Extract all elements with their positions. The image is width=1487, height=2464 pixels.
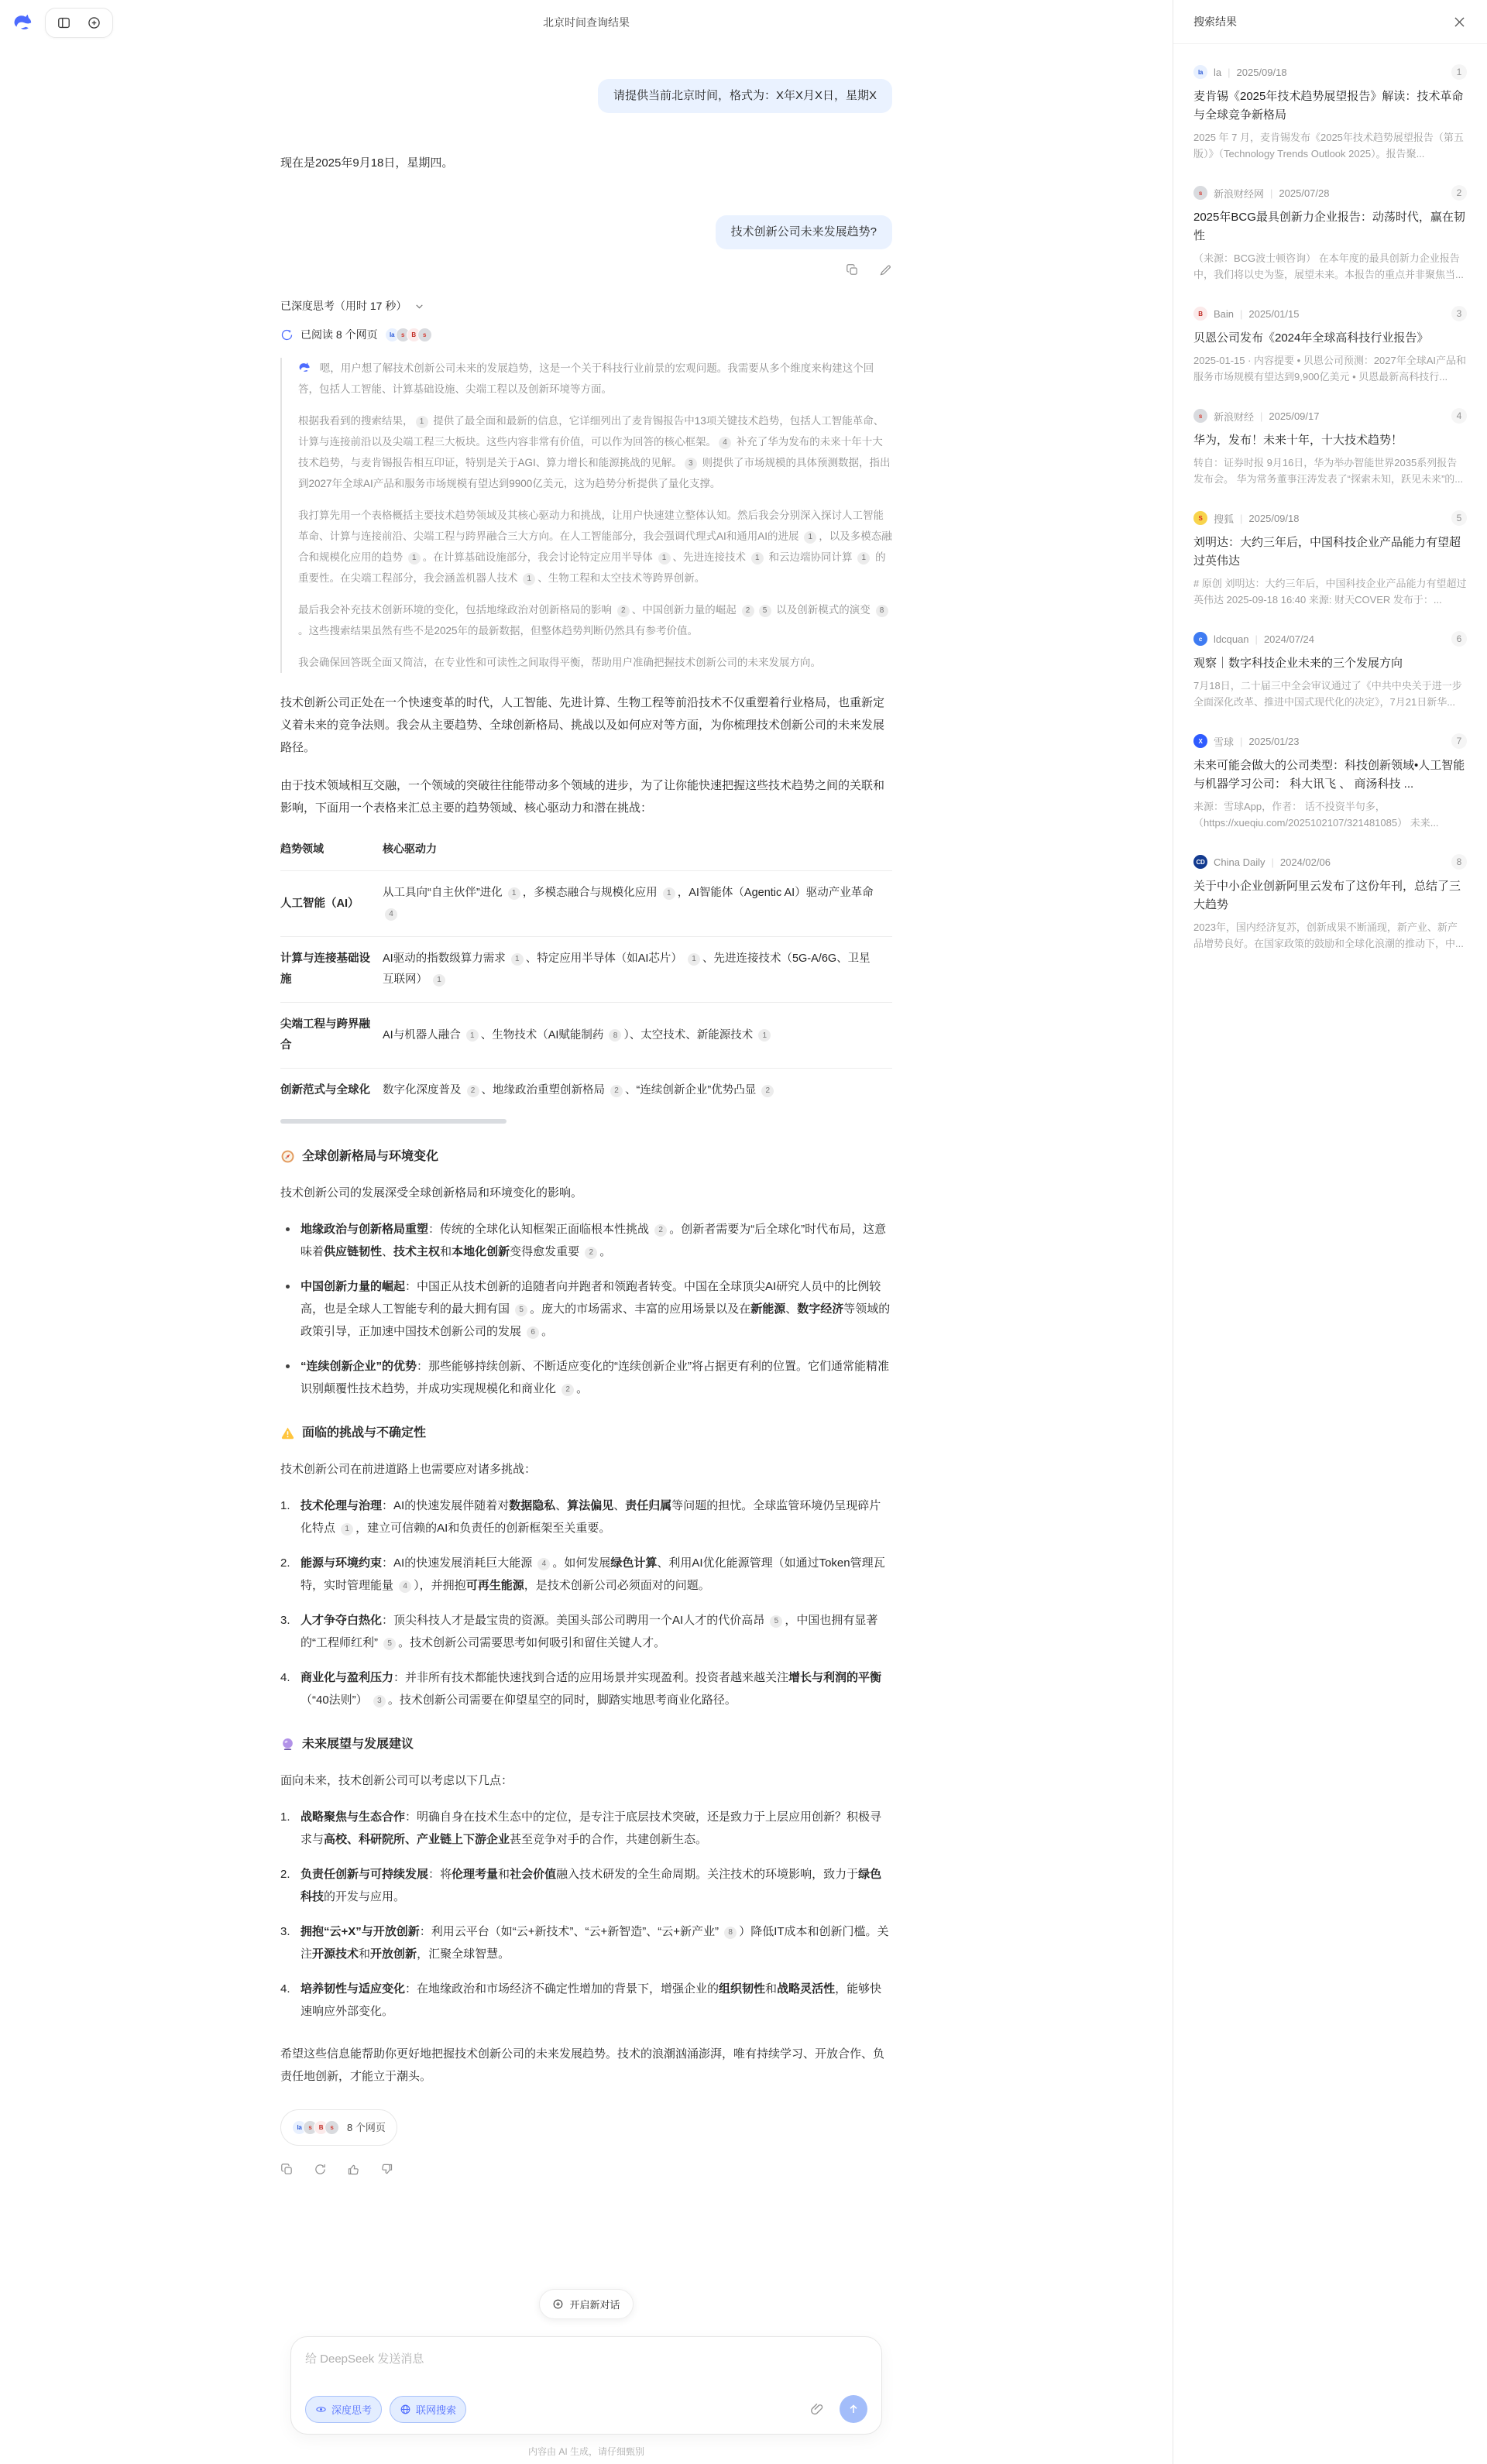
assistant-message: 现在是2025年9月18日，星期四。 bbox=[280, 156, 454, 170]
citation-badge[interactable]: 5 bbox=[759, 605, 771, 617]
result-source: la bbox=[1214, 66, 1222, 78]
header-toolbar bbox=[45, 8, 113, 38]
result-meta bbox=[1193, 306, 1467, 321]
citation-badge[interactable]: 8 bbox=[724, 1927, 737, 1939]
citation-badge[interactable]: 2 bbox=[585, 1247, 597, 1259]
list-item bbox=[280, 1552, 892, 1597]
result-source: 新浪财经网 bbox=[1214, 187, 1265, 200]
result-source: China Daily bbox=[1214, 856, 1265, 868]
result-snippet: 来源：雪球App，作者： 话不投资半句多，（https://xueqiu.com/2025102107/321481085） 未来... bbox=[1193, 801, 1439, 829]
table-header-domain: 趋势领域 bbox=[280, 842, 324, 855]
list-item bbox=[280, 1978, 892, 2023]
list-item-text: 培养韧性与适应变化：在地缘政治和市场经济不确定性增加的背景下，增强企业的组织韧性和战略灵活性，能够快速响应外部变化。 bbox=[300, 1982, 882, 2018]
deepthink-label: 已深度思考（用时 17 秒） bbox=[280, 300, 407, 312]
result-separator: | bbox=[1240, 307, 1243, 320]
result-favicon: la bbox=[1193, 65, 1207, 79]
thumbs-up-button[interactable] bbox=[347, 2163, 360, 2176]
message-input-card[interactable] bbox=[290, 2336, 882, 2435]
user-message-actions bbox=[280, 263, 892, 276]
citation-badge[interactable]: 4 bbox=[399, 1580, 411, 1593]
search-result-item[interactable] bbox=[1193, 408, 1467, 487]
answer-actions bbox=[280, 2163, 892, 2176]
sidebar-toggle-button[interactable] bbox=[57, 15, 71, 30]
result-index-badge: 6 bbox=[1451, 631, 1467, 647]
sidebar-title: 搜索结果 bbox=[1193, 15, 1237, 28]
read-pages-row[interactable] bbox=[280, 327, 892, 342]
search-result-item[interactable] bbox=[1193, 185, 1467, 283]
table-row bbox=[280, 1003, 892, 1069]
close-sidebar-button[interactable] bbox=[1452, 15, 1467, 29]
result-separator: | bbox=[1271, 856, 1274, 868]
section-header-outlook bbox=[280, 1733, 892, 1755]
thinking-paragraph: 最后我会补充技术创新环境的变化，包括地缘政治对创新格局的影响 2 、中国创新力量的崛起 2 5 以及创新模式的演变 8。这些搜索结果虽然有些不是2025年的最新数据，但整体趋势判断仍然具有参考价值。 bbox=[298, 599, 892, 641]
citation-badge[interactable]: 4 bbox=[537, 1558, 550, 1570]
list-item-text: 能源与环境约束：AI的快速发展消耗巨大能源 4 。如何发展绿色计算、利用AI优化能源管理（如通过Token管理瓦特，实时管理能量 4 ），并拥抱可再生能源，是技术创新公司必须面对的问题。 bbox=[300, 1556, 885, 1592]
list-item-text: 技术伦理与治理：AI的快速发展伴随着对数据隐私、算法偏见、责任归属等问题的担忧。全球监管环境仍呈现碎片化特点 1 ，建立可信赖的AI和负责任的创新框架至关重要。 bbox=[300, 1499, 881, 1535]
result-favicon: c bbox=[1193, 632, 1207, 646]
citation-badge[interactable]: 6 bbox=[527, 1326, 539, 1339]
result-snippet: 7月18日，二十届三中全会审议通过了《中共中央关于进一步全面深化改革、推进中国式现代化的决定》，7月21日新华... bbox=[1193, 680, 1462, 708]
result-separator: | bbox=[1270, 187, 1273, 199]
copy-icon bbox=[846, 263, 859, 276]
favicon: s bbox=[303, 2120, 318, 2135]
result-index-badge: 7 bbox=[1451, 733, 1467, 749]
citation-badge[interactable]: 3 bbox=[685, 458, 697, 470]
user-message bbox=[280, 79, 892, 113]
sidebar-header bbox=[1173, 0, 1487, 44]
result-snippet: 2025 年 7 月，麦肯锡发布《2025年技术趋势展望报告（第五版）》（Technology Trends Outlook 2025）。报告聚... bbox=[1193, 132, 1464, 160]
table-cell-driver: 数字化深度普及 2 、地缘政治重塑创新格局 2 、“连续创新企业”优势凸显 2 bbox=[383, 1069, 892, 1114]
start-new-chat-button[interactable] bbox=[539, 2289, 633, 2319]
search-result-item[interactable] bbox=[1193, 64, 1467, 162]
result-title[interactable]: 贝恩公司发布《2024年全球高科技行业报告》 bbox=[1193, 331, 1429, 345]
citation-badge[interactable]: 4 bbox=[385, 908, 397, 921]
result-source: 搜狐 bbox=[1214, 513, 1235, 525]
list-item bbox=[280, 1275, 892, 1343]
copy-message-button[interactable] bbox=[846, 263, 859, 276]
web-search-toggle-label: 联网搜索 bbox=[416, 2404, 457, 2416]
ai-disclaimer: 内容由 AI 生成，请仔细甄别 bbox=[527, 2446, 644, 2457]
thumbs-up-icon bbox=[347, 2163, 360, 2176]
ordered-list bbox=[280, 1495, 892, 1711]
table-cell-driver: AI与机器人融合 1 、生物技术（AI赋能制药 8 ）、太空技术、新能源技术 1 bbox=[383, 1003, 892, 1069]
search-result-item[interactable] bbox=[1193, 631, 1467, 710]
result-date: 2025/09/18 bbox=[1248, 512, 1300, 524]
table-scrollbar[interactable] bbox=[280, 1119, 892, 1124]
list-item bbox=[280, 1863, 892, 1908]
globe-icon bbox=[400, 2404, 411, 2415]
result-snippet: （来源：BCG波士顿咨询） 在本年度的最具创新力企业报告中，我们将以史为鉴，展望未来。本报告的重点并非聚焦当... bbox=[1193, 252, 1464, 280]
favicon: s bbox=[325, 2120, 339, 2135]
bullet-list bbox=[280, 1218, 892, 1400]
conversation-title: 北京时间查询结果 bbox=[543, 16, 630, 29]
table-cell-driver: AI驱动的指数级算力需求 1 、特定应用半导体（如AI芯片） 1 、先进连接技术（5G-A/6G、卫星互联网） 1 bbox=[383, 937, 892, 1003]
list-number: 2. bbox=[280, 1868, 290, 1881]
copy-icon bbox=[280, 2163, 294, 2176]
thinking-paragraph: 根据我看到的搜索结果， 1 提供了最全面和最新的信息，它详细列出了麦肯锡报告中13项关键技术趋势，包括人工智能革命、计算与连接前沿以及尖端工程三大板块。这些内容非常有价值，可以作为回答的核心框架。 4 补充了华为发布的未来十年十大技术趋势，与麦肯锡报告相互印证，特别是关于AGI、算力增长和能源挑战的见解。 3 则提供了市场规模的具体预测数据，指出到2027年全球AI产品和服务市场规模有望达到9900亿美元，这为趋势分析提供了量化支撑。 bbox=[298, 415, 891, 489]
result-title[interactable]: 关于中小企业创新阿里云发布了这份年刊，总结了三大趋势 bbox=[1193, 880, 1461, 911]
result-meta bbox=[1193, 631, 1467, 647]
section-lead: 技术创新公司在前进道路上也需要应对诸多挑战： bbox=[280, 1463, 537, 1476]
table-cell-driver: 从工具向“自主伙伴”进化 1 ，多模态融合与规模化应用 1 ，AI智能体（Agentic AI）驱动产业革命 4 bbox=[383, 871, 892, 937]
new-chat-icon bbox=[87, 15, 101, 30]
result-title[interactable]: 麦肯锡《2025年技术趋势展望报告》解读：技术革命与全球竞争新格局 bbox=[1193, 90, 1464, 122]
deepseek-whale-icon bbox=[298, 361, 311, 374]
crystal-ball-icon bbox=[280, 1737, 295, 1752]
result-meta bbox=[1193, 733, 1467, 749]
plus-circle-icon bbox=[552, 2298, 564, 2310]
section-header-challenges bbox=[280, 1422, 892, 1444]
citation-badge[interactable]: 2 bbox=[742, 605, 754, 617]
deepseek-logo-icon[interactable] bbox=[12, 12, 34, 33]
web-search-icon bbox=[280, 328, 294, 341]
citation-badge[interactable]: 1 bbox=[408, 552, 421, 565]
result-index-badge: 8 bbox=[1451, 854, 1467, 870]
result-separator: | bbox=[1240, 512, 1243, 524]
result-source: 新浪财经 bbox=[1214, 410, 1255, 423]
result-title[interactable]: 观察｜数字科技企业未来的三个发展方向 bbox=[1193, 657, 1403, 670]
thinking-paragraph: 我打算先用一个表格概括主要技术趋势领域及其核心驱动力和挑战，让用户快速建立整体认知。然后我会分别深入探讨人工智能革命、计算与连接前沿、尖端工程与跨界融合三大方向。在人工智能部分，我会强调代理式AI和通用AI的进展 1 ，以及多模态融合和规模化应用的趋势 1 。在计算基础设施部分，我会讨论特定应用半导体 1 、先进连接技术 1 和云边端协同计算 1 的重要性。在尖端工程部分，我会涵盖机器人技术 1 、生物工程和太空技术等跨界创新。 bbox=[298, 510, 892, 584]
table-header-driver: 核心驱动力 bbox=[383, 842, 437, 855]
result-title[interactable]: 2025年BCG最具创新力企业报告：动荡时代，赢在韧性 bbox=[1193, 211, 1465, 242]
web-search-toggle[interactable] bbox=[390, 2396, 466, 2423]
section-lead: 技术创新公司的发展深受全球创新格局和环境变化的影响。 bbox=[280, 1186, 583, 1199]
citation-badge[interactable]: 1 bbox=[663, 887, 675, 900]
result-meta bbox=[1193, 185, 1467, 201]
result-snippet: # 原创 刘明达：大约三年后，中国科技企业产品能力有望超过英伟达 2025-09-18 16:40 来源: 财天COVER 发布于：... bbox=[1193, 578, 1467, 606]
deepthink-toggle-label: 深度思考 bbox=[331, 2404, 373, 2416]
list-number: 2. bbox=[280, 1556, 290, 1570]
main-header bbox=[0, 0, 1173, 45]
table-row bbox=[280, 871, 892, 937]
result-date: 2025/01/23 bbox=[1248, 735, 1300, 747]
list-item-text: 地缘政治与创新格局重塑：传统的全球化认知框架正面临根本性挑战 2 。创新者需要为“后全球化”时代布局，这意味着供应链韧性、技术主权和本地化创新变得愈发重要 2 。 bbox=[300, 1223, 887, 1258]
result-index-badge: 3 bbox=[1451, 306, 1467, 321]
search-result-item[interactable] bbox=[1193, 510, 1467, 608]
attach-file-button[interactable] bbox=[809, 2402, 824, 2417]
citation-badge[interactable]: 1 bbox=[758, 1029, 771, 1042]
citation-badge[interactable]: 1 bbox=[857, 552, 870, 565]
citation-badge[interactable]: 1 bbox=[804, 531, 816, 544]
favicon: s bbox=[396, 328, 410, 342]
list-item bbox=[280, 1806, 892, 1851]
section-title: 未来展望与发展建议 bbox=[302, 1738, 414, 1751]
read-pages-label: 已阅读 8 个网页 bbox=[300, 328, 378, 341]
table-row bbox=[280, 937, 892, 1003]
result-title[interactable]: 华为，发布！未来十年，十大技术趋势！ bbox=[1193, 434, 1403, 447]
result-favicon: B bbox=[1193, 307, 1207, 321]
trend-table bbox=[280, 835, 892, 1113]
table-cell-domain: 人工智能（AI） bbox=[280, 871, 383, 937]
table-row bbox=[280, 1069, 892, 1114]
result-favicon: s bbox=[1193, 409, 1207, 423]
favicon: B bbox=[407, 328, 421, 342]
composer-area bbox=[280, 2289, 892, 2464]
list-item-text: 战略聚焦与生态合作：明确自身在技术生态中的定位，是专注于底层技术突破，还是致力于上层应用创新？积极寻求与高校、科研院所、产业链上下游企业甚至竞争对手的合作，共建创新生态。 bbox=[300, 1810, 882, 1846]
list-item-text: 中国创新力量的崛起：中国正从技术创新的追随者向并跑者和领跑者转变。中国在全球顶尖AI研究人员中的比例较高，也是全球人工智能专利的最大拥有国 5 。庞大的市场需求、丰富的应用场景以及在新能源、数字经济等领域的政策引导，正加速中国技术创新公司的发展 6 。 bbox=[300, 1280, 891, 1338]
table-cell-domain: 计算与连接基础设施 bbox=[280, 937, 383, 1003]
result-separator: | bbox=[1240, 735, 1243, 747]
warning-icon bbox=[280, 1426, 295, 1440]
citation-badge[interactable]: 5 bbox=[770, 1615, 782, 1628]
citation-badge[interactable]: 3 bbox=[373, 1695, 386, 1707]
favicon: la bbox=[292, 2120, 307, 2135]
result-date: 2025/09/18 bbox=[1236, 66, 1287, 78]
citation-badge[interactable]: 1 bbox=[658, 552, 671, 565]
result-source: ldcquan bbox=[1214, 633, 1249, 645]
result-separator: | bbox=[1255, 633, 1258, 645]
citation-badge[interactable]: 1 bbox=[751, 552, 764, 565]
user-message bbox=[280, 215, 892, 249]
regenerate-icon bbox=[314, 2163, 327, 2176]
result-title[interactable]: 未来可能会做大的公司类型：科技创新领域•人工智能与机器学习公司： 科大讯飞 、 商汤科技 ... bbox=[1193, 759, 1465, 791]
new-chat-button[interactable] bbox=[87, 15, 101, 30]
ordered-list bbox=[280, 1806, 892, 2023]
search-result-item[interactable] bbox=[1193, 306, 1467, 385]
result-source: Bain bbox=[1214, 307, 1235, 320]
result-title[interactable]: 刘明达：大约三年后，中国科技企业产品能力有望超过英伟达 bbox=[1193, 536, 1461, 568]
result-snippet: 2023年，国内经济复苏，创新成果不断涌现，新产业、新产品增势良好。在国家政策的鼓励和全球化浪潮的推动下，中... bbox=[1193, 921, 1464, 949]
compass-icon bbox=[280, 1149, 295, 1164]
result-favicon: X bbox=[1193, 734, 1207, 748]
list-item bbox=[280, 1666, 892, 1711]
sidebar-panel-icon bbox=[57, 15, 71, 30]
thinking-block bbox=[280, 358, 892, 673]
citation-badge[interactable]: 2 bbox=[654, 1224, 667, 1237]
thinking-paragraph: 我会确保回答既全面又简洁，在专业性和可读性之间取得平衡，帮助用户准确把握技术创新公司的未来发展方向。 bbox=[298, 657, 821, 668]
answer-intro: 技术创新公司正处在一个快速变革的时代，人工智能、先进计算、生物工程等前沿技术不仅重塑着行业格局，也重新定义着未来的竞争法则。我会从主要趋势、全球创新格局、挑战以及如何应对等方面，为你梳理技术创新公司的未来发展路径。 bbox=[280, 696, 885, 754]
copy-answer-button[interactable] bbox=[280, 2163, 294, 2176]
list-number: 4. bbox=[280, 1671, 290, 1684]
result-meta bbox=[1193, 854, 1467, 870]
result-index-badge: 5 bbox=[1451, 510, 1467, 526]
citation-badge[interactable]: 5 bbox=[515, 1304, 527, 1316]
table-scrollbar-thumb[interactable] bbox=[280, 1119, 507, 1124]
result-date: 2024/02/06 bbox=[1279, 856, 1331, 868]
search-result-item[interactable] bbox=[1193, 733, 1467, 831]
bullet-dot bbox=[286, 1227, 290, 1231]
assistant-answer bbox=[280, 691, 892, 2176]
citation-badge[interactable]: 8 bbox=[609, 1029, 621, 1042]
result-favicon: CD bbox=[1193, 855, 1207, 869]
section-lead: 面向未来，技术创新公司可以考虑以下几点： bbox=[280, 1774, 513, 1787]
table-cell-domain: 尖端工程与跨界融合 bbox=[280, 1003, 383, 1069]
list-item bbox=[280, 1609, 892, 1654]
result-index-badge: 1 bbox=[1451, 64, 1467, 80]
user-message-bubble: 请提供当前北京时间，格式为：X年X月X日，星期X bbox=[598, 79, 892, 113]
list-number: 4. bbox=[280, 1982, 290, 1996]
result-index-badge: 4 bbox=[1451, 408, 1467, 424]
citation-badge[interactable]: 1 bbox=[416, 416, 428, 428]
citation-badge[interactable]: 2 bbox=[761, 1085, 774, 1097]
bullet-dot bbox=[286, 1364, 290, 1368]
list-item-text: 人才争夺白热化：顶尖科技人才是最宝贵的资源。美国头部公司聘用一个AI人才的代价高昂 5 ，中国也拥有显著的“工程师红利” 5 。技术创新公司需要思考如何吸引和留住关键人才。 bbox=[300, 1614, 878, 1649]
citation-badge[interactable]: 1 bbox=[466, 1029, 479, 1042]
citation-badge[interactable]: 1 bbox=[508, 887, 520, 900]
answer-table-intro: 由于技术领域相互交融，一个领域的突破往往能带动多个领域的进步，为了让你能快速把握这些技术趋势之间的关联和影响，下面用一个表格来汇总主要的趋势领域、核心驱动力和潜在挑战： bbox=[280, 779, 885, 815]
sources-chip[interactable] bbox=[280, 2109, 397, 2146]
list-item-text: 商业化与盈利压力：并非所有技术都能快速找到合适的应用场景并实现盈利。投资者越来越关注增长与利润的平衡（“40法则”） 3 。技术创新公司需要在仰望星空的同时，脚踏实地思考商业化路径。 bbox=[300, 1671, 882, 1707]
section-title: 面临的挑战与不确定性 bbox=[302, 1426, 427, 1440]
thumbs-down-icon bbox=[380, 2163, 393, 2176]
deepthink-toggle[interactable] bbox=[305, 2396, 382, 2423]
sources-favicons bbox=[292, 2120, 339, 2135]
favicon: B bbox=[314, 2120, 328, 2135]
result-snippet: 转自：证券时报 9月16日，华为举办智能世界2035系列报告发布会。 华为常务董事汪涛发表了“探索未知，跃见未来”的... bbox=[1193, 457, 1464, 485]
result-source: 雪球 bbox=[1214, 736, 1235, 748]
citation-badge[interactable]: 4 bbox=[719, 437, 731, 449]
result-separator: | bbox=[1228, 66, 1231, 78]
citation-badge[interactable]: 1 bbox=[688, 953, 700, 966]
answer-closing: 希望这些信息能帮助你更好地把握技术创新公司的未来发展趋势。技术的浪潮汹涌澎湃，唯有持续学习、开放合作、负责任地创新，才能立于潮头。 bbox=[280, 2047, 885, 2083]
citation-badge[interactable]: 1 bbox=[433, 974, 445, 987]
new-chat-label: 开启新对话 bbox=[569, 2299, 620, 2311]
chevron-down-icon bbox=[414, 301, 424, 311]
message-input[interactable]: 给 DeepSeek 发送消息 bbox=[305, 2352, 424, 2366]
list-item bbox=[280, 1495, 892, 1539]
result-date: 2025/09/17 bbox=[1269, 410, 1320, 422]
list-item-text: “连续创新企业”的优势：那些能够持续创新、不断适应变化的“连续创新企业”将占据更有利的位置。它们通常能精准识别颠覆性技术趋势，并成功实现规模化和商业化 2 。 bbox=[300, 1360, 890, 1395]
result-meta bbox=[1193, 510, 1467, 526]
citation-badge[interactable]: 5 bbox=[383, 1638, 396, 1650]
citation-badge[interactable]: 1 bbox=[523, 573, 535, 585]
close-icon bbox=[1452, 15, 1467, 29]
list-number: 3. bbox=[280, 1614, 290, 1627]
thinking-paragraph: 嗯，用户想了解技术创新公司未来的发展趋势，这是一个关于科技行业前景的宏观问题。我需要从多个维度来构建这个回答，包括人工智能、计算基础设施、尖端工程以及创新环境等方面。 bbox=[298, 362, 874, 395]
chat-scroll-area[interactable] bbox=[0, 45, 1173, 2464]
citation-badge[interactable]: 1 bbox=[341, 1523, 353, 1536]
list-number: 1. bbox=[280, 1810, 290, 1824]
result-separator: | bbox=[1260, 410, 1263, 422]
list-number: 3. bbox=[280, 1925, 290, 1938]
list-item-text: 负责任创新与可持续发展：将伦理考量和社会价值融入技术研发的全生命周期。关注技术的环境影响，致力于绿色科技的开发与应用。 bbox=[300, 1868, 882, 1903]
list-item bbox=[280, 1355, 892, 1400]
deepthink-status[interactable] bbox=[280, 298, 892, 314]
sources-count-label: 8 个网页 bbox=[347, 2122, 386, 2133]
result-snippet: 2025-01-15 · 内容提要 • 贝恩公司预测：2027年全球AI产品和服务市场规模有望达到9,900亿美元 • 贝恩最新高科技行... bbox=[1193, 355, 1467, 383]
citation-badge[interactable]: 2 bbox=[610, 1085, 623, 1097]
deepthink-icon bbox=[315, 2404, 327, 2415]
result-index-badge: 2 bbox=[1451, 185, 1467, 201]
send-button[interactable] bbox=[840, 2395, 867, 2423]
favicon: la bbox=[385, 328, 400, 342]
result-favicon: S bbox=[1193, 511, 1207, 525]
favicon: s bbox=[417, 328, 432, 342]
edit-message-button[interactable] bbox=[879, 263, 892, 276]
search-results-sidebar bbox=[1173, 0, 1487, 2464]
section-header-global-innovation bbox=[280, 1145, 892, 1168]
result-date: 2025/01/15 bbox=[1248, 307, 1300, 320]
result-meta bbox=[1193, 408, 1467, 424]
edit-pencil-icon bbox=[879, 263, 892, 276]
bullet-dot bbox=[286, 1285, 290, 1289]
citation-badge[interactable]: 2 bbox=[617, 605, 630, 617]
search-result-item[interactable] bbox=[1193, 854, 1467, 952]
read-pages-favicons bbox=[385, 328, 432, 342]
section-title: 全球创新格局与环境变化 bbox=[302, 1150, 439, 1163]
citation-badge[interactable]: 2 bbox=[561, 1384, 574, 1396]
list-number: 1. bbox=[280, 1499, 290, 1512]
result-date: 2025/07/28 bbox=[1279, 187, 1330, 199]
list-item bbox=[280, 1218, 892, 1263]
table-cell-domain: 创新范式与全球化 bbox=[280, 1069, 383, 1114]
list-item bbox=[280, 1920, 892, 1965]
user-message-bubble: 技术创新公司未来发展趋势? bbox=[716, 215, 892, 249]
result-favicon: s bbox=[1193, 186, 1207, 200]
citation-badge[interactable]: 2 bbox=[467, 1085, 479, 1097]
result-meta bbox=[1193, 64, 1467, 80]
citation-badge[interactable]: 1 bbox=[511, 953, 524, 966]
paperclip-icon bbox=[809, 2402, 824, 2417]
citation-badge[interactable]: 8 bbox=[876, 605, 888, 617]
result-date: 2024/07/24 bbox=[1263, 633, 1315, 645]
send-arrow-icon bbox=[847, 2403, 860, 2415]
list-item-text: 拥抱“云+X”与开放创新：利用云平台（如“云+新技术”、“云+新智造”、“云+新产业” 8 ）降低IT成本和创新门槛。关注开源技术和开放创新，汇聚全球智慧。 bbox=[300, 1925, 889, 1961]
thumbs-down-button[interactable] bbox=[380, 2163, 393, 2176]
regenerate-button[interactable] bbox=[314, 2163, 327, 2176]
search-results-list[interactable] bbox=[1173, 44, 1487, 975]
